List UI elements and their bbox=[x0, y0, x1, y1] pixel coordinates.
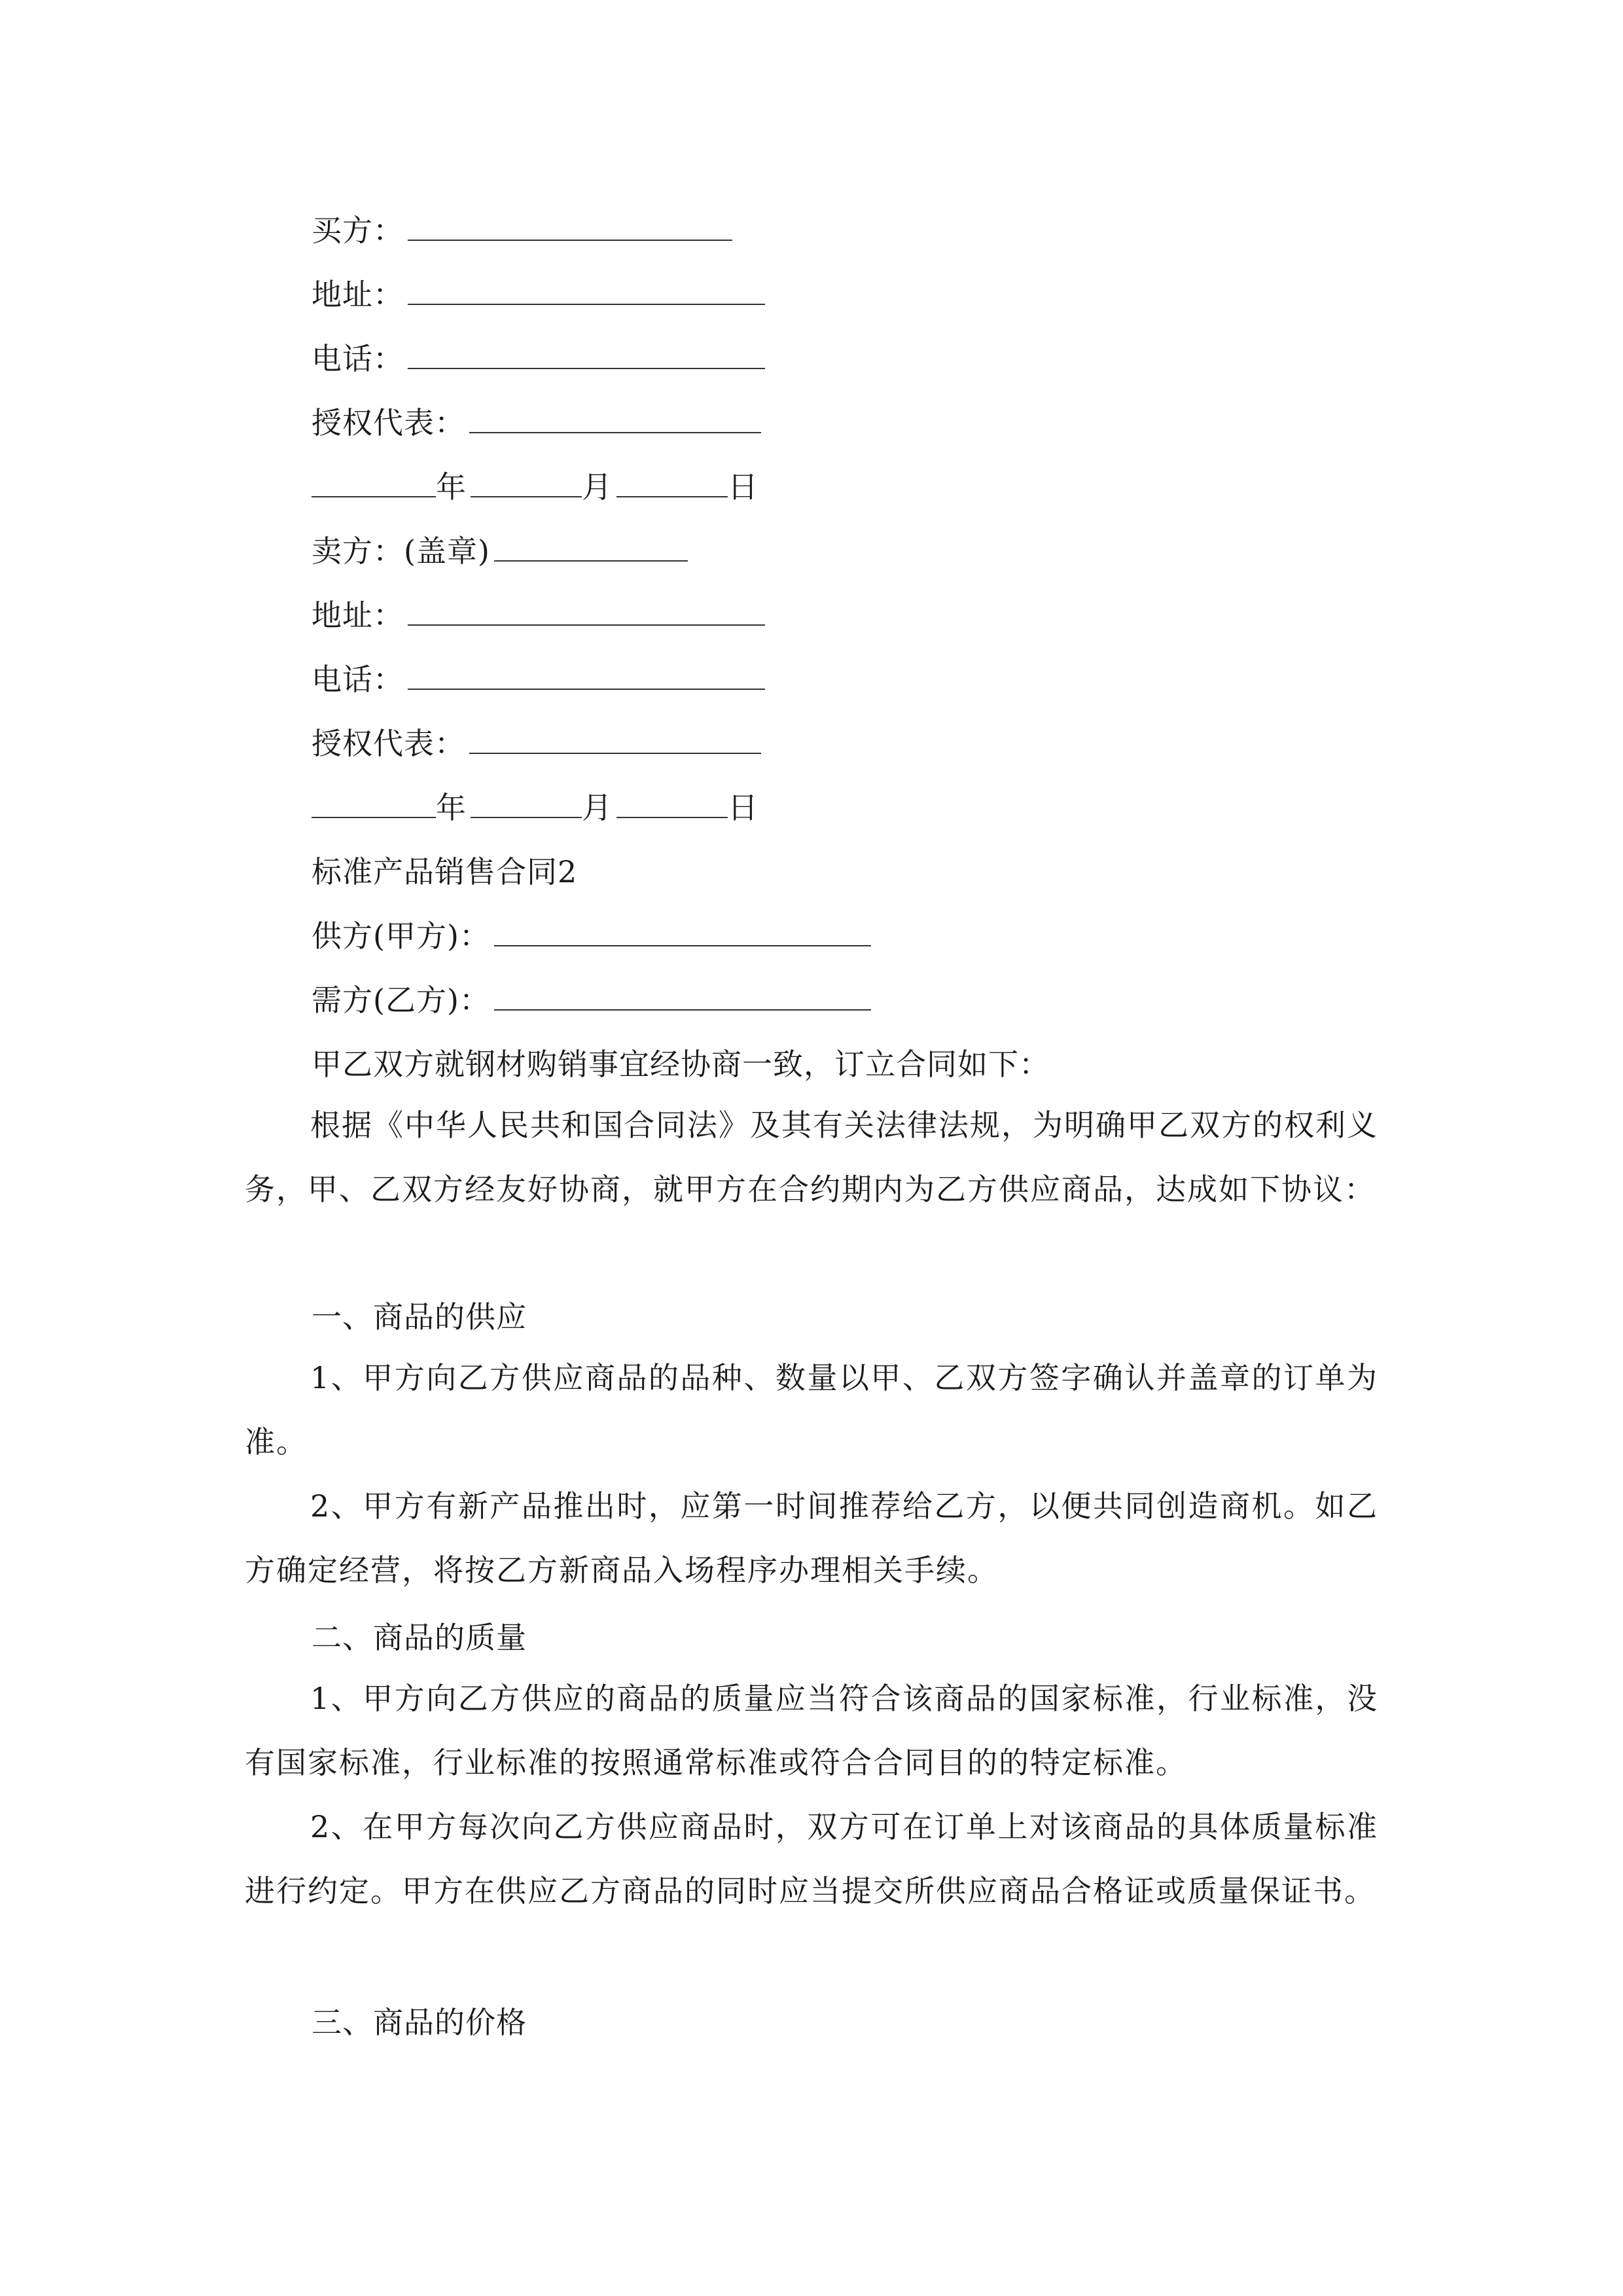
preamble-paragraph: 根据《中华人民共和国合同法》及其有关法律法规，为明确甲乙双方的权利义务，甲、乙双方经友好协商，就甲方在合约期内为乙方供应商品，达成如下协议： bbox=[245, 1107, 1378, 1207]
seller-year-label: 年 bbox=[436, 790, 467, 825]
seller-year-blank[interactable] bbox=[312, 788, 436, 818]
buyer-year-label: 年 bbox=[436, 469, 467, 505]
seller-address-label: 地址： bbox=[312, 598, 404, 633]
contract2-title: 标准产品销售合同2 bbox=[312, 854, 578, 889]
buyer-name-blank[interactable] bbox=[408, 211, 732, 241]
buyer-name-line bbox=[312, 211, 732, 250]
seller-rep-label: 授权代表： bbox=[312, 726, 465, 761]
seller-rep-blank[interactable] bbox=[469, 724, 761, 754]
seller-day-label: 日 bbox=[728, 790, 758, 825]
supplier-blank[interactable] bbox=[494, 916, 871, 946]
supplier-line bbox=[312, 916, 871, 956]
seller-phone-line bbox=[312, 660, 765, 699]
seller-address-line bbox=[312, 596, 765, 635]
buyer-rep-label: 授权代表： bbox=[312, 405, 465, 440]
seller-month-label: 月 bbox=[582, 790, 613, 825]
seller-date-line bbox=[312, 788, 758, 827]
section2-item1: 1、甲方向乙方供应的商品的质量应当符合该商品的国家标准，行业标准，没有国家标准，行业标准的按照通常标准或符合合同目的的特定标准。 bbox=[245, 1681, 1378, 1780]
demander-line bbox=[312, 980, 871, 1020]
seller-name-line bbox=[312, 531, 688, 571]
seller-phone-label: 电话： bbox=[312, 662, 404, 697]
section1-title: 一、商品的供应 bbox=[312, 1299, 527, 1335]
buyer-date-line bbox=[312, 467, 758, 507]
buyer-address-label: 地址： bbox=[312, 277, 404, 312]
demander-blank[interactable] bbox=[494, 980, 871, 1011]
buyer-month-label: 月 bbox=[582, 469, 613, 505]
seller-day-blank[interactable] bbox=[616, 788, 728, 818]
buyer-month-blank[interactable] bbox=[471, 467, 582, 497]
seller-name-blank[interactable] bbox=[494, 531, 688, 562]
seller-name-label: 卖方：(盖章) bbox=[312, 533, 490, 569]
buyer-year-blank[interactable] bbox=[312, 467, 436, 497]
section2-item2: 2、在甲方每次向乙方供应商品时，双方可在订单上对该商品的具体质量标准进行约定。甲方在供应乙方商品的同时应当提交所供应商品合格证或质量保证书。 bbox=[245, 1809, 1378, 1909]
buyer-rep-line bbox=[312, 403, 761, 442]
seller-phone-blank[interactable] bbox=[408, 660, 765, 690]
section3-title: 三、商品的价格 bbox=[312, 2005, 527, 2040]
seller-rep-line bbox=[312, 724, 761, 763]
buyer-address-line bbox=[312, 275, 765, 314]
buyer-day-label: 日 bbox=[728, 469, 758, 505]
intro-text: 甲乙双方就钢材购销事宜经协商一致，订立合同如下： bbox=[312, 1047, 1050, 1082]
section1-item2: 2、甲方有新产品推出时，应第一时间推荐给乙方，以便共同创造商机。如乙方确定经营，将按乙方新商品入场程序办理相关手续。 bbox=[245, 1488, 1378, 1588]
buyer-day-blank[interactable] bbox=[616, 467, 728, 497]
seller-month-blank[interactable] bbox=[471, 788, 582, 818]
supplier-label: 供方(甲方)： bbox=[312, 918, 490, 954]
section2-title: 二、商品的质量 bbox=[312, 1620, 527, 1655]
seller-address-blank[interactable] bbox=[408, 596, 765, 626]
buyer-address-blank[interactable] bbox=[408, 275, 765, 305]
buyer-phone-label: 电话： bbox=[312, 341, 404, 376]
demander-label: 需方(乙方)： bbox=[312, 982, 490, 1018]
buyer-rep-blank[interactable] bbox=[469, 403, 761, 433]
buyer-phone-line bbox=[312, 339, 765, 378]
buyer-phone-blank[interactable] bbox=[408, 339, 765, 369]
section1-item1: 1、甲方向乙方供应商品的品种、数量以甲、乙双方签字确认并盖章的订单为准。 bbox=[245, 1360, 1378, 1460]
buyer-name-label: 买方： bbox=[312, 213, 404, 248]
